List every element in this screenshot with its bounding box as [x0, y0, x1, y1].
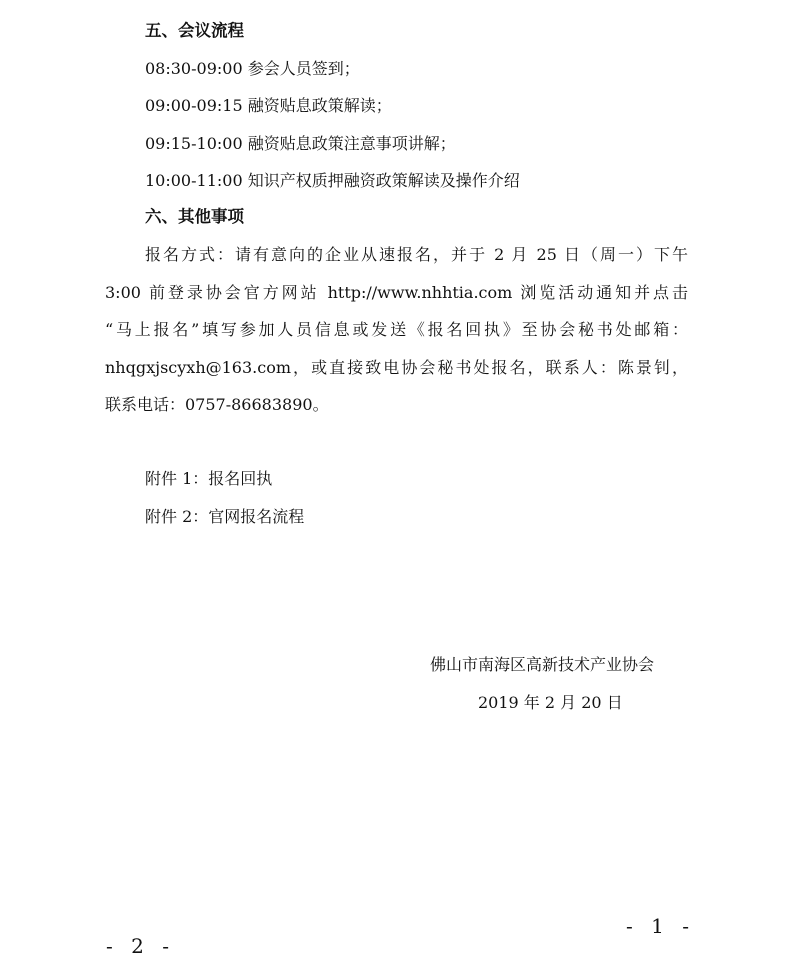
schedule-item-2: 09:00-09:15 融资贴息政策解读；: [145, 96, 392, 115]
registration-paragraph-line-3: “马上报名”填写参加人员信息或发送《报名回执》至协会秘书处邮箱：: [105, 320, 688, 339]
section-5-heading: 五、会议流程: [145, 21, 244, 40]
schedule-item-1: 08:30-09:00 参会人员签到；: [145, 59, 360, 78]
schedule-item-3: 09:15-10:00 融资贴息政策注意事项讲解；: [145, 134, 456, 153]
page-number-right: - 1 -: [626, 914, 695, 938]
section-6-heading: 六、其他事项: [145, 207, 244, 226]
registration-paragraph-line-5: 联系电话：0757-86683890。: [105, 395, 329, 414]
signature-date: 2019 年 2 月 20 日: [478, 693, 623, 712]
schedule-item-4: 10:00-11:00 知识产权质押融资政策解读及操作介绍: [145, 171, 520, 190]
registration-paragraph-line-1: 报名方式：请有意向的企业从速报名，并于 2 月 25 日（周一）下午: [145, 245, 688, 264]
signature-org: 佛山市南海区高新技术产业协会: [430, 655, 655, 674]
attachment-1: 附件 1：报名回执: [145, 469, 273, 488]
registration-paragraph-line-4: nhqgxjscyxh@163.com，或直接致电协会秘书处报名，联系人：陈景钊，: [105, 358, 688, 377]
attachment-2: 附件 2：官网报名流程: [145, 507, 305, 526]
page-number-left: - 2 -: [106, 934, 175, 958]
registration-paragraph-line-2: 3:00 前登录协会官方网站 http://www.nhhtia.com 浏览活动通知并点击: [105, 283, 688, 302]
